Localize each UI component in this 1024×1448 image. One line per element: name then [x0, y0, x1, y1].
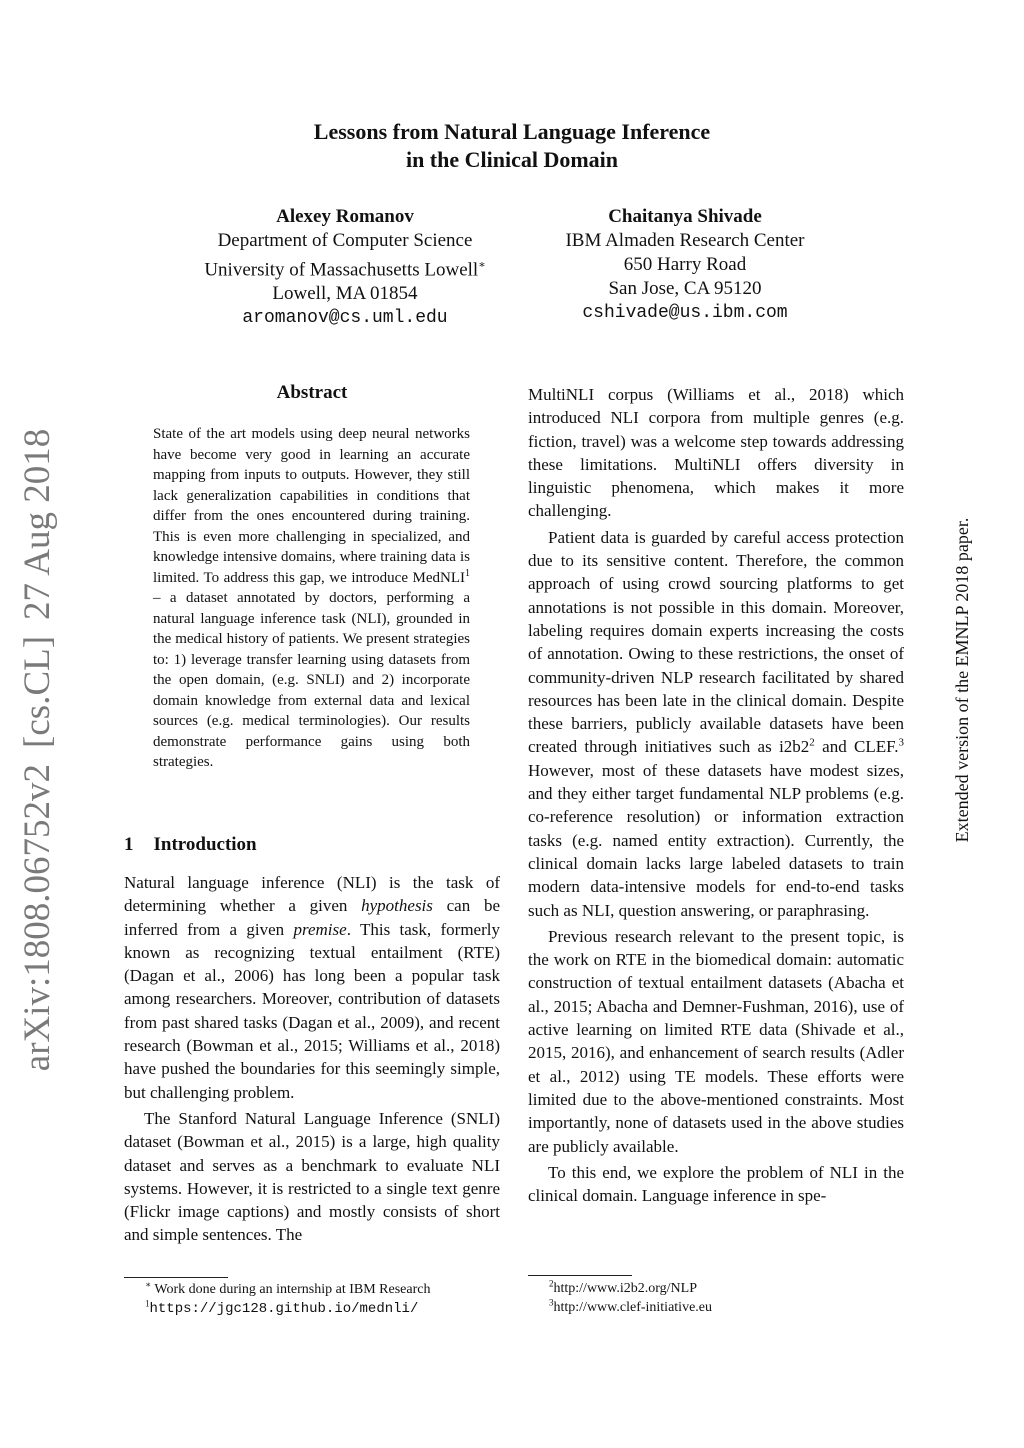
footnote-rule [528, 1275, 632, 1276]
author-email[interactable]: cshivade@us.ibm.com [582, 303, 788, 323]
paragraph: Natural language inference (NLI) is the task of determining whether a given hypothesis can be inferred from a given premise. This task, formerly known as recognizing textual entailment (RTE) (Dagan et al., 2006) has long been a popular task among researchers. Moreover, contribution of datasets from past shared tasks (Dagan et al., 2009), and recent research (Bowman et al., 2015; Williams et al., 2018) have pushed the boundaries for this seemingly simple, but challenging problem. [124, 873, 500, 1102]
paragraph: The Stanford Natural Language Inference (SNLI) dataset (Bowman et al., 2015) is a large, high quality dataset and serves as a benchmark to evaluate NLI systems. However, it is restricted to a single text genre (Flickr image captions) and mostly consists of short and simple sentences. The [124, 1108, 500, 1245]
paper-title [0, 118, 1024, 174]
footnote-rule [124, 1277, 228, 1278]
author-street: 650 Harry Road [623, 254, 747, 275]
title-line-1: Lessons from Natural Language Inference [313, 119, 711, 144]
footnote-star: ∗ Work done during an internship at IBM Research [145, 1279, 431, 1297]
author-address: Lowell, MA 01854 [272, 283, 418, 305]
author-dept: IBM Almaden Research Center [565, 230, 805, 251]
author-address: San Jose, CA 95120 [608, 278, 762, 299]
arxiv-stamp [18, 400, 58, 1100]
section-heading-introduction [124, 834, 277, 856]
emphasis-hypothesis: hypothesis [361, 896, 433, 916]
abstract-heading: Abstract [276, 382, 348, 403]
paragraph: To this end, we explore the problem of NLI in the clinical domain. Language inference in spe- [528, 1162, 904, 1206]
footnote-3: $^3$http://www.clef-initiative.eu [549, 1297, 712, 1315]
author-dept: Department of Computer Science [217, 230, 473, 251]
title-line-2: in the Clinical Domain [405, 147, 619, 172]
paragraph: Patient data is guarded by careful access protection due to its sensitive content. Therefore, the common approach of using crowd sourcing platforms to get annotations is not possible in this domain. Moreover, labeling requires domain experts increasing the costs of annotation. Owing to these restrictions, the onset of community-driven NLP research facilitated by shared resources has been late in the clinical domain. Despite these barriers, publicly available datasets have been created through initiatives such as $i2b2^2$ and CLEF.$^3$ However, most of these datasets have modest sizes, and they either target fundamental NLP problems (e.g. co-reference resolution) or information extraction tasks (e.g. named entity extraction). Currently, the clinical domain lacks large labeled datasets to train modern data-intensive models for end-to-end tasks such as NLI, question answering, or paraphrasing. [528, 527, 904, 920]
section-title: Introduction [153, 834, 257, 855]
author-institution: University of Massachusetts Lowell∗ [204, 259, 486, 281]
section-number: 1 [124, 834, 134, 855]
left-column [124, 871, 500, 1250]
footnote-mark: 3 [898, 736, 904, 749]
footnote-2: $^2$http://www.i2b2.org/NLP [549, 1278, 698, 1296]
arxiv-date: 27 Aug 2018 [17, 428, 58, 620]
footnote-1: $^1$https://jgc128.github.io/mednli/ [145, 1298, 419, 1317]
author-block-1 [165, 205, 525, 330]
affiliation-mark: ∗ [478, 259, 486, 271]
author-email[interactable]: aromanov@cs.uml.edu [242, 308, 448, 329]
footnote-mark: 1 [465, 567, 470, 579]
emphasis-premise: premise [293, 919, 347, 939]
footnote-link[interactable]: http://www.clef-initiative.eu [553, 1300, 712, 1315]
paragraph: MultiNLI corpus (Williams et al., 2018) which introduced NLI corpora from multiple genres (e.g. fiction, travel) was a welcome step towards addressing these limitations. MultiNLI offers diversity in linguistic phenomena, which makes it more challenging. [528, 385, 904, 521]
arxiv-category: [cs.CL] [17, 635, 58, 748]
footnote-link[interactable]: http://www.i2b2.org/NLP [553, 1281, 698, 1296]
abstract-body: State of the art models using deep neural networks have become very good in learning an accurate mapping from inputs to outputs. However, they still lack generalization capabilities in conditions that differ from the ones encountered during training. This is even more challenging in specialized, and knowledge intensive domains, where training data is limited. To address this gap, we introduce MedNLI$^1$ – a dataset annotated by doctors, performing a natural language inference task (NLI), grounded in the medical history of patients. We present strategies to: 1) leverage transfer learning using datasets from the open domain, (e.g. SNLI) and 2) incorporate domain knowledge from external data and lexical sources (e.g. medical terminologies). Our results demonstrate performance gains using both strategies. [153, 426, 470, 770]
paragraph: Previous research relevant to the present topic, is the work on RTE in the biomedical domain: automatic construction of textual entailment datasets (Abacha et al., 2015; Abacha and Demner-Fushman, 2016), use of active learning on limited RTE data (Shivade et al., 2015, 2016), and enhancement of search results (Adler et al., 2012) using TE models. These efforts were limited due to the above-mentioned constraints. Most importantly, none of datasets used in the above studies are publicly available. [528, 926, 904, 1156]
author-block-2 [505, 205, 865, 325]
footnote-mark: 2 [809, 736, 815, 749]
footnote-link[interactable]: https://jgc128.github.io/mednli/ [149, 1301, 419, 1317]
arxiv-id: arXiv:1808.06752v2 [17, 763, 58, 1072]
author-name: Chaitanya Shivade [608, 206, 762, 227]
right-column [528, 383, 904, 1210]
author-name: Alexey Romanov [276, 206, 414, 227]
extended-version-note: Extended version of the EMNLP 2018 paper. [952, 517, 972, 843]
